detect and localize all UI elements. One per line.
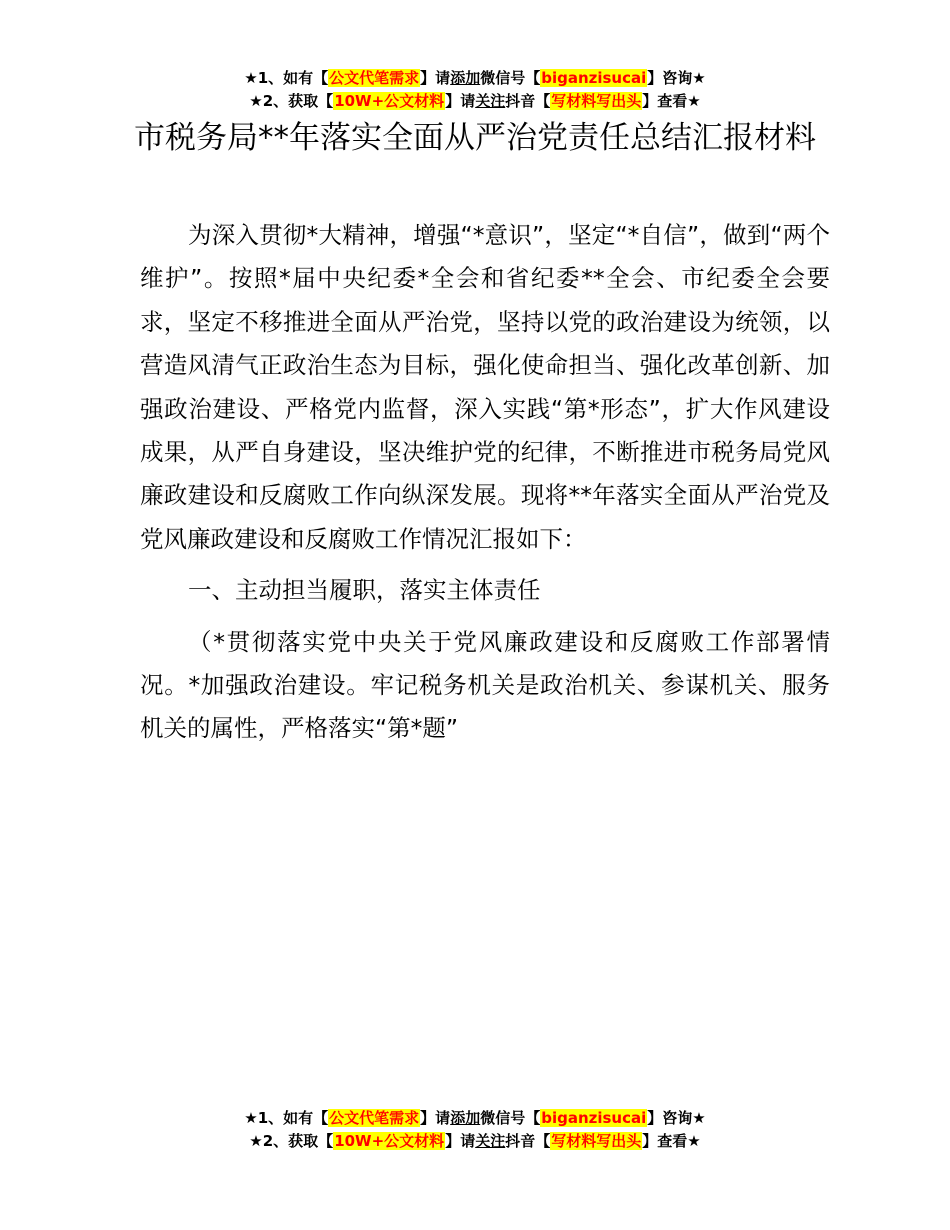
banner-emphasis: 添加 (450, 1109, 481, 1127)
banner-text: 】请 (445, 92, 476, 110)
header-banner (0, 67, 950, 113)
body-paragraph: （*贯彻落实党中央关于党风廉政建设和反腐败工作部署情况。*加强政治建设。牢记税务机关是政治机关、参谋机关、服务机关的属性，严格落实“第*题” (140, 627, 830, 743)
banner-text: 抖音【 (505, 1132, 551, 1150)
banner-text: 】查看★ (642, 1132, 701, 1150)
banner-text: 】请 (445, 1132, 476, 1150)
banner-line-2 (0, 90, 950, 113)
douyin-account: 写材料写出头 (551, 92, 642, 110)
banner-text: 】咨询★ (647, 1109, 706, 1127)
banner-text: 微信号【 (480, 1109, 541, 1127)
banner-text: ★1、如有【 (244, 1109, 329, 1127)
banner-text: 】请 (420, 1109, 451, 1127)
document-title: 市税务局**年落实全面从严治党责任总结汇报材料 (134, 120, 816, 156)
document-body (140, 214, 830, 751)
banner-text: ★2、获取【 (249, 1132, 334, 1150)
banner-text: 】请 (420, 69, 451, 87)
banner-line-1 (0, 1107, 950, 1130)
section-heading: 一、主动担当履职，落实主体责任 (188, 576, 541, 605)
banner-line-2 (0, 1130, 950, 1153)
banner-text: ★1、如有【 (244, 69, 329, 87)
highlighted-service-label: 公文代笔需求 (329, 69, 420, 87)
highlighted-materials-label: 10W+公文材料 (334, 92, 445, 110)
banner-text: 抖音【 (505, 92, 551, 110)
wechat-id: biganzisucai (541, 69, 647, 87)
highlighted-service-label: 公文代笔需求 (329, 1109, 420, 1127)
banner-text: 】查看★ (642, 92, 701, 110)
banner-text: ★2、获取【 (249, 92, 334, 110)
wechat-id: biganzisucai (541, 1109, 647, 1127)
banner-emphasis: 添加 (450, 69, 481, 87)
banner-emphasis: 关注 (475, 92, 506, 110)
douyin-account: 写材料写出头 (551, 1132, 642, 1150)
banner-line-1 (0, 67, 950, 90)
banner-text: 】咨询★ (647, 69, 706, 87)
footer-banner (0, 1107, 950, 1153)
banner-emphasis: 关注 (475, 1132, 506, 1150)
highlighted-materials-label: 10W+公文材料 (334, 1132, 445, 1150)
intro-paragraph: 为深入贯彻*大精神，增强“*意识”，坚定“*自信”，做到“两个维护”。按照*届中央纪委*全会和省纪委**全会、市纪委全会要求，坚定不移推进全面从严治党，坚持以党的政治建设为统领，以营造风清气正政治生态为目标，强化使命担当、强化改革创新、加强政治建设、严格党内监督，深入实践“第*形态”，扩大作风建设成果，从严自身建设，坚决维护党的纪律，不断推进市税务局党风廉政建设和反腐败工作向纵深发展。现将**年落实全面从严治党及党风廉政建设和反腐败工作情况汇报如下： (140, 221, 830, 553)
banner-text: 微信号【 (480, 69, 541, 87)
